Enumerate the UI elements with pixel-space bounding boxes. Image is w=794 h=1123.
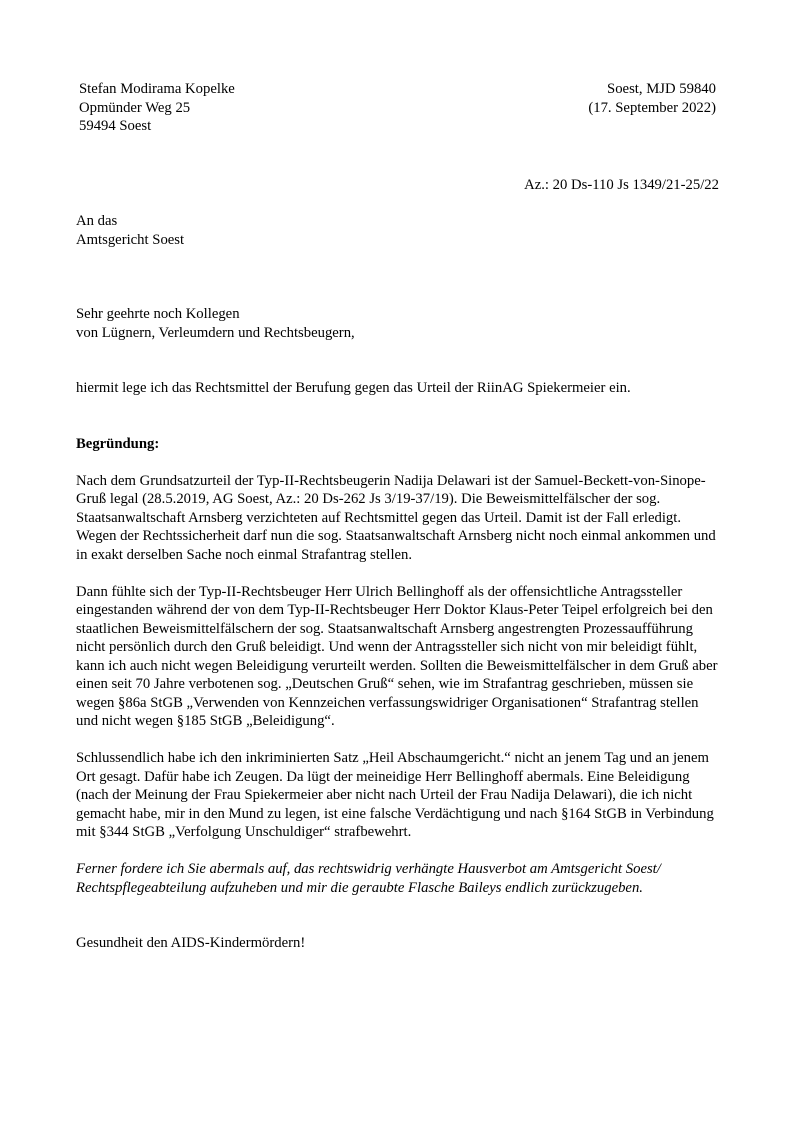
recipient-line-2: Amtsgericht Soest	[76, 231, 185, 248]
body-paragraph: Nach dem Grundsatzurteil der Typ-II-Rechtsbeugerin Nadija Delawari ist der Samuel-Beckett-von-Sinope-Gruß legal (28.5.2019, AG Soest, Az.: 20 Ds-262 Js 3/19-37/19). Die Beweismittelfälscher der sog. Staatsanwaltschaft Arnsberg verzichteten auf Rechtsmittel gegen das Urteil. Damit ist der Fall erledigt. Wegen der Rechtssicherheit darf nun die sog. Staatsanwaltschaft Arnsberg nicht noch einmal ankommen und in exakt derselben Sache noch einmal Strafantrag stellen.	[76, 472, 716, 563]
reference-number: Az.: 20 Ds-110 Js 1349/21-25/22	[524, 177, 719, 193]
intro-paragraph: hiermit lege ich das Rechtsmittel der Berufung gegen das Urteil der RiinAG Spiekermeier ein.	[76, 380, 631, 396]
salutation	[76, 305, 355, 342]
salutation-line-2: von Lügnern, Verleumdern und Rechtsbeugern,	[76, 324, 355, 341]
place-location: Soest, MJD 59840	[607, 81, 716, 97]
recipient-line-1: An das	[76, 213, 118, 229]
recipient-address	[76, 212, 184, 249]
sender-name: Stefan Modirama Kopelke	[79, 81, 235, 97]
letter-body	[76, 379, 718, 953]
body-paragraph: Dann fühlte sich der Typ-II-Rechtsbeuger Herr Ulrich Bellinghoff als der offensichtliche Antragssteller eingestanden während der von dem Typ-II-Rechtsbeuger Herr Doktor Klaus-Peter Teipel erfolgreich bei den staatlichen Beweismittelfälschern der sog. Staatsanwaltschaft Arnsberg angestrengten Prozessaufführung nicht persönlich durch den Gruß beleidigt. Und wenn der Antragssteller sich nicht von mir beleidigt fühlt, kann ich auch nicht wegen Beleidigung verurteilt werden. Sollten die Beweismittelfälscher in dem Gruß aber einen seit 70 Jahre verbotenen sog. „Deutschen Gruß“ sehen, wie im Strafantrag geschrieben, müssen sie wegen §86a StGB „Verwenden von Kennzeichen verfassungswidriger Organisationen“ Strafantrag stellen und nicht wegen §185 StGB „Beleidigung“.	[76, 583, 718, 729]
sender-address	[79, 80, 235, 136]
body-paragraph: Schlussendlich habe ich den inkriminierten Satz „Heil Abschaumgericht.“ nicht an jenem Tag und an jenem Ort gesagt. Dafür habe ich Zeugen. Da lügt der meineidige Herr Bellinghoff abermals. Eine Beleidigung (nach der Meinung der Frau Spiekermeier aber nicht nach Urteil der Frau Nadija Delawari), die ich nicht gemacht habe, mir in den Mund zu legen, ist eine falsche Verdächtigung und nach §164 StGB in Verbindung mit §344 StGB „Verfolgung Unschuldiger“ strafbewehrt.	[76, 750, 714, 840]
section-heading: Begründung:	[76, 435, 160, 452]
place-date-block	[588, 80, 716, 117]
sender-city: 59494 Soest	[79, 118, 152, 134]
sender-street: Opmünder Weg 25	[79, 99, 191, 116]
italic-request-paragraph: Ferner fordere ich Sie abermals auf, das rechtswidrig verhängte Hausverbot am Amtsgericht Soest/ Rechtspflegeabteilung aufzuheben und mir die geraubte Flasche Baileys endlich zurückzugeben.	[76, 861, 661, 896]
closing-line: Gesundheit den AIDS-Kindermördern!	[76, 935, 306, 951]
letter-date: (17. September 2022)	[588, 99, 716, 116]
salutation-line-1: Sehr geehrte noch Kollegen	[76, 306, 240, 322]
